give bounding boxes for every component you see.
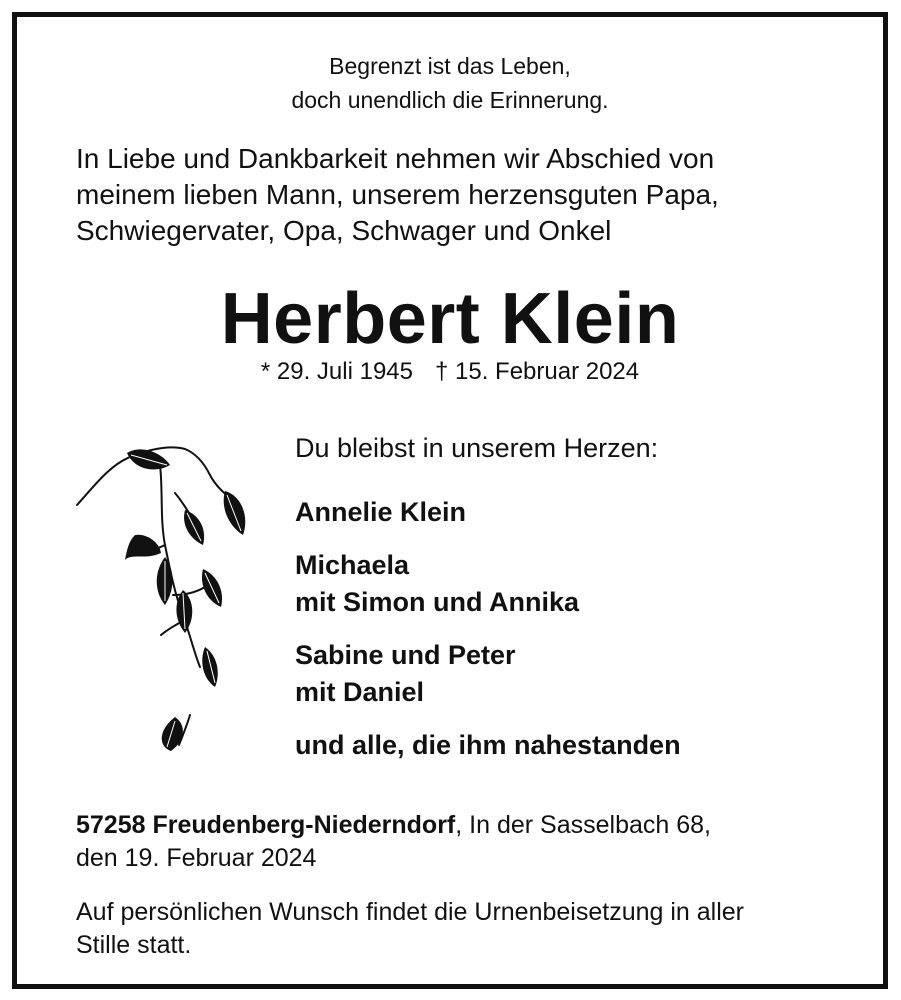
motto xyxy=(17,49,883,117)
mourner-line: und alle, die ihm nahestanden xyxy=(295,730,681,760)
life-dates xyxy=(17,357,883,387)
mourner-group-1 xyxy=(295,494,681,531)
address-place: 57258 Freudenberg-Niederndorf xyxy=(76,811,456,839)
address-date: den 19. Februar 2024 xyxy=(76,844,317,872)
address-block xyxy=(76,809,711,875)
mourner-line: Sabine und Peter xyxy=(295,640,516,670)
intro-line-1: In Liebe und Dankbarkeit nehmen wir Abschied von xyxy=(76,143,715,174)
mourner-line: Michaela xyxy=(295,550,410,580)
burial-note xyxy=(76,896,744,962)
birth-date: * 29. Juli 1945 xyxy=(260,358,413,385)
motto-line-2: doch unendlich die Erinnerung. xyxy=(291,87,609,113)
death-date: † 15. Februar 2024 xyxy=(434,358,640,385)
mourner-line: mit Simon und Annika xyxy=(295,587,580,617)
burial-note-line-1: Auf persönlichen Wunsch findet die Urnenbeisetzung in aller xyxy=(76,898,744,926)
address-street: , In der Sasselbach 68, xyxy=(455,811,711,839)
mourners-list xyxy=(295,494,681,780)
intro-line-3: Schwiegervater, Opa, Schwager und Onkel xyxy=(76,215,612,246)
intro-line-2: meinem lieben Mann, unserem herzensguten Papa, xyxy=(76,179,719,210)
mourners-intro: Du bleibst in unserem Herzen: xyxy=(295,433,659,463)
burial-note-line-2: Stille statt. xyxy=(76,931,192,959)
motto-line-1: Begrenzt ist das Leben, xyxy=(329,53,571,79)
mourner-group-2 xyxy=(295,547,681,621)
deceased-name: Herbert Klein xyxy=(220,279,680,359)
birch-branch-icon xyxy=(75,435,255,775)
mourner-line: mit Daniel xyxy=(295,677,425,707)
mourner-line: Annelie Klein xyxy=(295,497,467,527)
intro-text xyxy=(76,141,856,249)
obituary-notice xyxy=(12,12,888,989)
address-line xyxy=(76,809,711,842)
mourner-group-3 xyxy=(295,637,681,711)
mourner-group-4 xyxy=(295,727,681,764)
